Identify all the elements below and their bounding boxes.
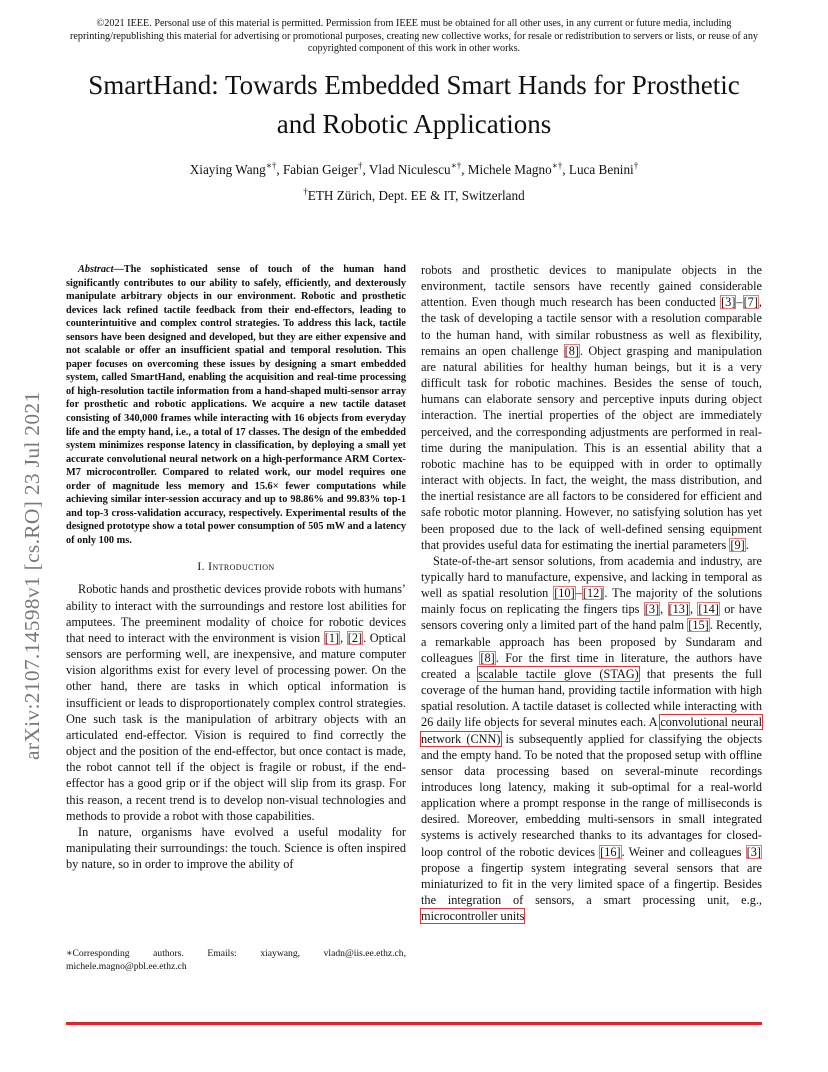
citation-link[interactable]: [14] xyxy=(698,602,719,617)
affiliation-text: ETH Zürich, Dept. EE & IT, Switzerland xyxy=(307,188,525,203)
right-paragraph-2 xyxy=(421,553,762,925)
citation-link[interactable]: [3] xyxy=(721,295,736,310)
citation-link[interactable]: [10] xyxy=(554,586,575,601)
text-run: robots and prosthetic devices to manipulate objects in the environment, tactile sensors have recently gained considerable attention. Even though much research has been conducted xyxy=(421,263,762,310)
citation-link[interactable]: [3] xyxy=(746,844,761,859)
abstract xyxy=(66,263,406,547)
citation-link[interactable]: [9] xyxy=(730,537,745,552)
author-name: Xiaying Wang xyxy=(189,162,266,177)
text-run: that presents the full coverage of the human hand, providing tactile information with high spatial resolution. A tactile dataset is collected while interacting with 26 daily life objects for several minutes each. A xyxy=(421,666,762,730)
author-mark: ∗† xyxy=(265,160,277,171)
author-name: Michele Magno xyxy=(467,162,552,177)
text-run: – xyxy=(736,295,743,310)
text-run: . Object grasping and manipulation are natural abilities for healthy human beings, but it is a very difficult task for robotic machines. Besides the sense of touch, humans can elaborate sensory and perceptive inputs during object interaction. The inertial properties of the object are immediately perceived, and the corresponding adjustments are performed in real-time during the manipulation. This is an essential ability that a robotic machine has to be equipped with in order to optimally interact with objects. In fact, the weight, the mass distribution, and the inertial resistance are all factors to be considered for efficient and safe robotic motor planning. However, no satisfying solution has yet been proposed due to the lack of well-defined sensing equipment that provides useful data for estimating the inertial parameters xyxy=(421,343,762,552)
abstract-label: Abstract xyxy=(78,264,114,275)
paper-title: SmartHand: Towards Embedded Smart Hands for Prosthetic and Robotic Applications xyxy=(88,70,740,139)
affiliation xyxy=(60,187,768,205)
citation-link[interactable]: [15] xyxy=(688,618,709,633)
acronym-link[interactable]: microcontroller units xyxy=(421,909,525,924)
acronym-link[interactable]: scalable tactile glove (STAG) xyxy=(478,666,639,681)
text-run: – xyxy=(575,586,582,601)
text-run: , xyxy=(660,602,668,617)
author-sep: , xyxy=(362,162,369,177)
arxiv-stamp: arXiv:2107.14598v1 [cs.RO] 23 Jul 2021 xyxy=(20,391,44,760)
citation-link[interactable]: [2] xyxy=(347,630,363,645)
left-column xyxy=(66,263,406,872)
citation-link[interactable]: [8] xyxy=(564,343,580,358)
intro-paragraph-2: In nature, organisms have evolved a useful modality for manipulating their surroundings: the touch. Science is often inspired by nature, so in order to improve the ability of xyxy=(66,824,406,872)
footnote: ∗Corresponding authors. Emails: xiaywang, vladn@iis.ee.ethz.ch, michele.magno@pbl.ee.ethz.ch xyxy=(66,948,406,972)
text-run: . Weiner and colleagues xyxy=(621,844,746,859)
citation-link[interactable]: [12] xyxy=(582,586,604,601)
text-run: . The majority of the solutions mainly focus on replicating the fingers tips xyxy=(421,586,763,617)
citation-link[interactable]: [13] xyxy=(668,602,690,617)
text-run: , xyxy=(690,602,698,617)
citation-link[interactable]: [8] xyxy=(480,650,495,665)
right-paragraph-1 xyxy=(421,262,762,553)
right-column xyxy=(421,262,762,924)
author-sep: , xyxy=(562,162,569,177)
text-run: is subsequently applied for classifying the objects and the empty hand. To be noted that the proposed setup with offline sensor data processing based on several-minute recordings introduces long latency, making it sub-optimal for a real-world application where a prompt response in the range of milliseconds is desired. Moreover, embedding multi-sensors in small integrated systems is actively researched thanks to its advantages for closed-loop control of the robotic devices xyxy=(421,731,762,859)
citation-link[interactable]: [3] xyxy=(644,602,660,617)
text-run: , xyxy=(340,630,347,645)
intro-paragraph-1 xyxy=(66,581,406,823)
citation-link[interactable]: [1] xyxy=(324,630,340,645)
author-sep: , xyxy=(276,162,283,177)
text-run: . For the first time in literature, the authors have created a xyxy=(421,650,762,681)
section-heading: I. Introduction xyxy=(197,561,275,574)
text-run: . xyxy=(745,537,749,552)
author-name: Fabian Geiger xyxy=(282,162,359,177)
text-run: or have sensors covering only a limited part of the hand palm xyxy=(421,602,762,633)
author-name: Vlad Niculescu xyxy=(368,162,451,177)
author-mark: ∗† xyxy=(551,160,563,171)
acronym-link[interactable]: convolutional neural network (CNN) xyxy=(421,715,762,746)
bottom-rule xyxy=(66,1022,762,1025)
affiliation-mark: † xyxy=(303,186,308,197)
text-run: propose a fingertip system integrating several sensors that are miniaturized to fit in the very limited space of a fingertip. Besides the integration of sensors, a smart processing unit, e.g., xyxy=(421,860,762,908)
author-mark: ∗† xyxy=(450,160,462,171)
text-run: . Optical sensors are performing well, are inexpensive, and mature computer vision algorithms exist for every level of processing power. On the other hand, there are tasks in which optical information is insufficient or leads to disproportionately complex control strategies. One such task is the manipulation of arbitrary objects with an articulated end-effector. Vision is required to find correctly the object and the position of the end-effector, but once contact is made, the robot cannot tell if the object is fragile or robust, if the end-effector has a good grip or if the object will slip from its grasp. For this reason, a recent trend is to develop non-visual technologies and methods to provide a robot with those capabilities. xyxy=(66,630,406,823)
author-list xyxy=(60,161,768,179)
abstract-text: —The sophisticated sense of touch of the human hand significantly contributes to our ability to safely, efficiently, and dexterously manipulate arbitrary objects in our environment. Robotic and prosthetic devices lack refined tactile feedback from their end-effectors, leading to counterintuitive and complex control strategies. To address this lack, tactile sensors have been designed and developed, but they are either expensive and not scalable or offer an insufficient spatial and temporal resolution. This paper focuses on overcoming these issues by designing a smart embedded system, called SmartHand, enabling the acquisition and real-time processing of high-resolution tactile information from a hand-shaped multi-sensor array for prosthetic and robotic applications. We acquire a new tactile dataset consisting of 340,000 frames while interacting with 16 objects from everyday life and the empty hand, i.e., a total of 17 classes. The design of the embedded system minimizes response latency in classification, by deploying a small yet accurate convolutional neural network on a high-performance ARM Cortex-M7 microcontroller. Compared to related work, our model requires one order of magnitude less memory and 15.6× fewer computations while achieving similar inter-session accuracy and up to 98.86% and 99.83% top-1 and top-3 cross-validation accuracy, respectively. Experimental results of the designed prototype show a total power consumption of 505 mW and a latency of only 100 ms. xyxy=(66,264,406,546)
text-run: State-of-the-art sensor solutions, from academia and industry, are typically hard to manufacture, expensive, and lacking in temporal as well as spatial resolution xyxy=(421,553,762,601)
copyright-notice: ©2021 IEEE. Personal use of this material is permitted. Permission from IEEE must be obtained for all other uses, in any current or future media, including reprinting/republishing this material for advertising or promotional purposes, creating new collective works, for resale or redistribution to servers or lists, or reuse of any copyrighted component of this work in other works. xyxy=(69,18,759,54)
text-run: , the task of developing a tactile sensor with a resolution comparable to the human hand, with similar robustness as well as flexibility, remains an open challenge xyxy=(421,295,762,358)
text-run: Robotic hands and prosthetic devices provide robots with humans’ ability to interact with the surroundings and restore lost abilities for amputees. The preeminent modality of choice for robotic devices that need to interact with the environment is vision xyxy=(66,582,406,645)
author-mark: † xyxy=(633,160,639,171)
citation-link[interactable]: [7] xyxy=(743,295,758,310)
text-run: . Recently, a remarkable approach has been proposed by Sundaram and colleagues xyxy=(421,618,762,665)
author-mark: † xyxy=(358,160,363,171)
citation-link[interactable]: [16] xyxy=(600,844,621,859)
author-name: Luca Benini xyxy=(568,162,634,177)
author-sep: , xyxy=(461,162,468,177)
